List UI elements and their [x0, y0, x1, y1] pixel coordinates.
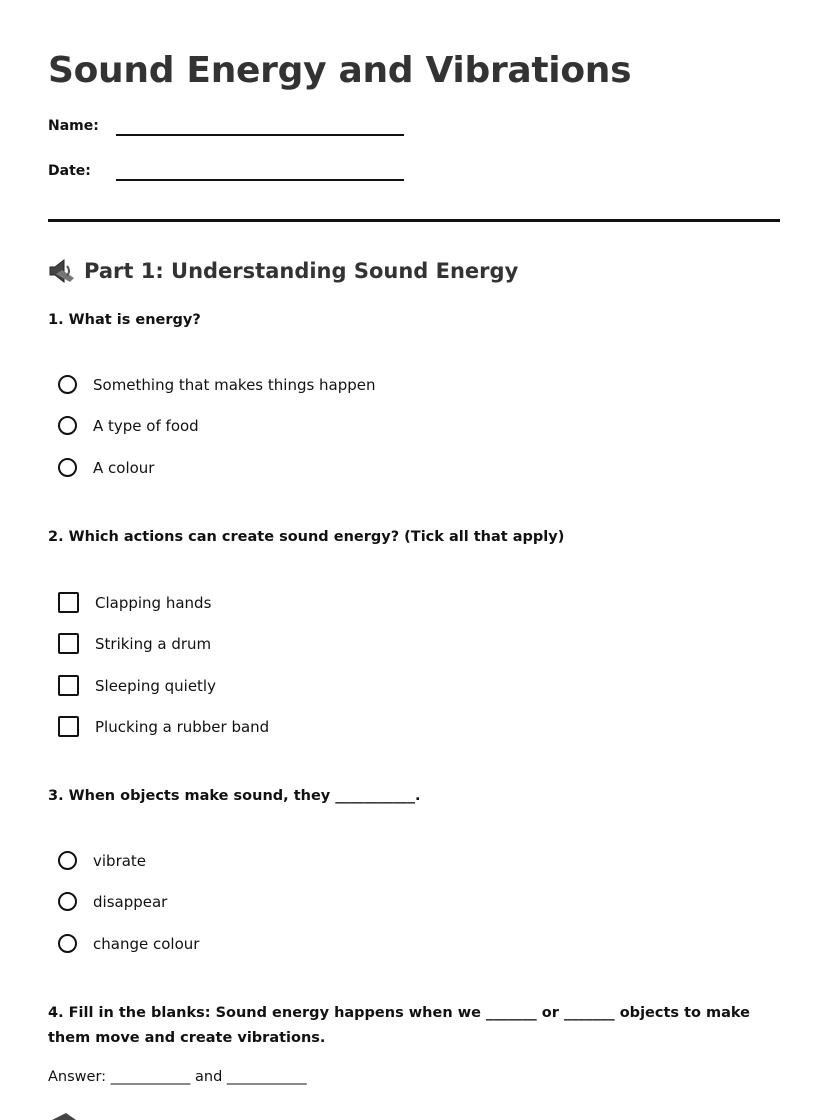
date-field[interactable]	[116, 165, 404, 181]
date-field-row	[48, 163, 404, 179]
q2-option-2[interactable]	[58, 633, 211, 654]
radio-button[interactable]	[58, 851, 77, 870]
page-title: Sound Energy and Vibrations	[48, 50, 632, 91]
question-4: 4. Fill in the blanks: Sound energy happens when we _______ or _______ objects to make them move and create vibrations.	[48, 1005, 750, 1046]
date-label: Date:	[48, 163, 91, 179]
option-label: Sleeping quietly	[95, 676, 216, 695]
option-label: Striking a drum	[95, 634, 212, 653]
checkbox[interactable]	[58, 675, 79, 696]
q1-option-1[interactable]	[58, 375, 376, 394]
q4-answer-line[interactable]: Answer: ___________ and ___________	[48, 1069, 307, 1085]
radio-button[interactable]	[58, 934, 77, 953]
q3-option-1[interactable]	[58, 851, 146, 870]
question-2: 2. Which actions can create sound energy? (Tick all that apply)	[48, 529, 565, 545]
checkbox[interactable]	[58, 633, 79, 654]
radio-button[interactable]	[58, 458, 77, 477]
name-label: Name:	[48, 118, 99, 134]
name-field-row	[48, 118, 404, 134]
checkbox[interactable]	[58, 716, 79, 737]
speaker-icon	[48, 258, 76, 284]
q2-option-4[interactable]	[58, 716, 269, 737]
question-1: 1. What is energy?	[48, 312, 201, 328]
header-divider	[48, 219, 780, 222]
option-label: Plucking a rubber band	[95, 717, 270, 736]
q3-option-3[interactable]	[58, 934, 199, 953]
speaker-icon	[52, 1110, 76, 1120]
question-3: 3. When objects make sound, they ___________.	[48, 788, 421, 804]
section-heading-part1	[48, 258, 518, 284]
q1-option-2[interactable]	[58, 416, 199, 435]
radio-button[interactable]	[58, 375, 77, 394]
q2-option-3[interactable]	[58, 675, 216, 696]
option-label: change colour	[93, 934, 200, 953]
section-heading-label: Part 1: Understanding Sound Energy	[84, 259, 519, 283]
checkbox[interactable]	[58, 592, 79, 613]
q2-option-1[interactable]	[58, 592, 211, 613]
option-label: vibrate	[93, 851, 147, 870]
option-label: Clapping hands	[95, 593, 212, 612]
option-label: disappear	[93, 892, 168, 911]
name-field[interactable]	[116, 120, 404, 136]
q3-option-2[interactable]	[58, 892, 167, 911]
option-label: A colour	[93, 458, 155, 477]
q1-option-3[interactable]	[58, 458, 154, 477]
radio-button[interactable]	[58, 892, 77, 911]
option-label: A type of food	[93, 416, 199, 435]
radio-button[interactable]	[58, 416, 77, 435]
option-label: Something that makes things happen	[93, 375, 376, 394]
